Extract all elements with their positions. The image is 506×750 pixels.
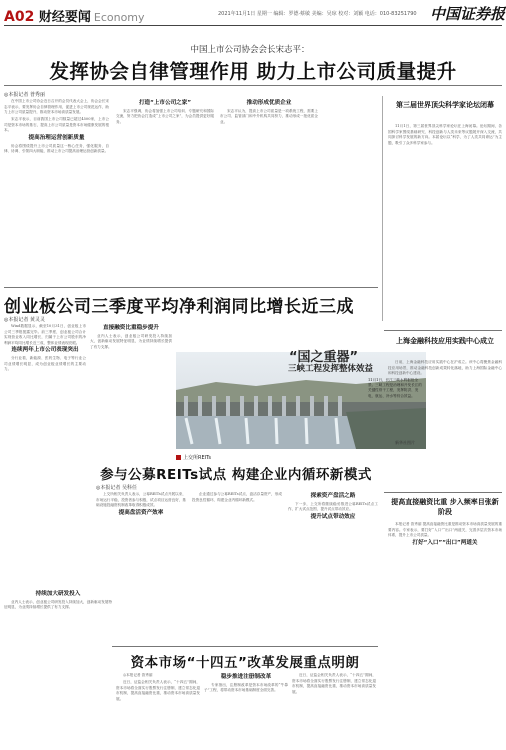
market-body-3: 业内人士表示，创业板公司研发投入持续加大，创新驱动发展特征明显，为业绩持续增长提供了有力支撑。 [90, 333, 172, 349]
tag-square-icon [176, 455, 181, 460]
side2-body [388, 360, 502, 420]
side3-title: 提高直接融资比重 步入频率目张新阶段 [391, 498, 499, 516]
side-divider [382, 96, 383, 321]
lead-body-2: 宋志平表示，目前我国上市公司数量已超过4500家，上市公司是资本市场的基石，提高上市公司质量是资本市场健康发展的根本。 [4, 117, 109, 133]
side3-body [388, 522, 502, 722]
lead-body-4: 宋志平强调，协会将加强上市公司培训、专题研究和国际交流，努力把协会打造成“上市公司之家”，为会员提供更好服务。 [116, 108, 214, 124]
lead-kicker: 中国上市公司协会会长宋志平： [190, 45, 310, 55]
date-line: 2021年11月1日 星期一 编辑：罗德·蔡敏 美编：吴琼 校对：刘颖 电话：010-83251790 [218, 11, 417, 17]
section-name: 财经要闻 [38, 10, 91, 25]
bottom-col-3 [292, 673, 376, 747]
bottom-body-2: 专家指出，注册制改革是资本市场改革的“牛鼻子”工程，将带动资本市场基础制度全面完善。 [204, 682, 288, 693]
lead-headline: 发挥协会自律管理作用 助力上市公司质量提升 [49, 60, 457, 83]
bottom-body-1: 近日，证监会相关负责人表示，“十四五”期间，资本市场将全面实行股票发行注册制，建立常态化退市机制，提高直接融资比重，推动资本市场高质量发展。 [116, 680, 200, 701]
reits-col-2 [192, 492, 282, 642]
reits-sub-1: 提高盘活资产效率 [118, 509, 164, 516]
side3-text: 本报记者 昝秀丽 提高直接融资比重是推动资本市场高质量发展的重要内容。专家表示，要打好“入口”“出口”两道关，完善多层次资本市场体系，提升上市公司质量。 [388, 522, 502, 538]
lead-body-3: 协会将围绕提升上市公司质量这一核心任务，强化服务、自律、协调、引领四大职能，推动上市公司提高治理运营创新质量。 [4, 143, 109, 154]
market-sub-1: 连续两年上市公司表现突出 [11, 347, 79, 354]
bottom-headline: 资本市场“十四五”改革发展重点明朗 [130, 655, 360, 671]
bottom-rule [112, 646, 378, 647]
photo-credit: 新华社图片 [395, 440, 415, 445]
photo-caption: 11月1日，长江三峡水利枢纽全景。三峡工程是治理和开发长江的关键性骨干工程，发挥防洪、发电、航运、补水等综合效益。 [368, 378, 422, 398]
market-body-2: 分行业看，新能源、医药生物、电子等行业公司业绩增长明显，成为创业板业绩增长的主要动力。 [4, 355, 86, 372]
newspaper-logo: 中国证券报 [430, 5, 506, 23]
side2-title: 上海金融科技应用实践中心成立 [396, 337, 494, 345]
section-name-en: Economy [93, 11, 145, 24]
lead-body-5: 宋志平认为，提高上市公司质量是一项系统工程，需要上市公司、监管部门和中介机构共同努力，推动形成一批优质企业。 [220, 108, 318, 124]
reits-byline: ◎本报记者 吴科任 [96, 485, 137, 491]
lead-byline: ◎本报记者 昝秀丽 [4, 92, 45, 98]
reits-tag [176, 454, 211, 461]
market-sub-3: 持续加大研发投入 [35, 591, 81, 597]
side2-rule [384, 330, 502, 331]
market-rule [4, 287, 378, 288]
market-col-1 [4, 324, 86, 580]
photo-subtitle: 三峡工程发挥整体效益 [288, 364, 374, 374]
reits-col-1 [96, 492, 186, 642]
reits-body-3: 下一步，上交所将继续稳妥推进公募REITs试点工作，扩大试点范围，提升试点带动效应。 [288, 501, 378, 512]
reits-tag-label: 上交所REITs [183, 455, 211, 461]
lead-col3-head: 推动形成优质企业 [246, 100, 292, 106]
masthead [0, 0, 506, 28]
side3-rule [384, 492, 502, 493]
page-number: A02 [4, 9, 35, 25]
bottom-body-1b: 近日，证监会相关负责人表示，“十四五”期间，资本市场将全面实行股票发行注册制，建立常态化退市机制，提高直接融资比重，推动资本市场高质量发展。 [292, 673, 376, 694]
page-label [4, 6, 145, 25]
reits-sub-3: 提升试点带动效应 [310, 513, 356, 520]
market-headline: 创业板公司三季度平均净利润同比增长近三成 [4, 297, 354, 317]
lead-rule [4, 85, 502, 86]
market-sub-2: 直接融资比重稳步提升 [103, 325, 159, 331]
side1-body [388, 124, 502, 320]
market-body-3b: 业内人士表示，创业板公司研发投入持续加大，创新驱动发展特征明显，为业绩持续增长提供了有力支撑。 [4, 599, 112, 610]
side1-text: 11月1日，第三届世界顶尖科学家论坛在上海闭幕。论坛期间，各国科学家围绕基础研究、科技创新与人类未来等议题展开深入交流，共同探讨科学发展的新方向。本届论坛以“科学，为了人类共同命运”为主题，吸引了众多科学家参与。 [388, 124, 502, 145]
reits-headline: 参与公募REITs试点 构建企业内循环新模式 [100, 467, 372, 483]
reits-body-2: 企业通过参与公募REITs试点，盘活存量资产，形成投资良性循环，构建企业内循环新模式。 [192, 492, 282, 502]
side2-text: 日前，上海金融科技应用实践中心在沪成立。该中心将聚焦金融科技应用场景，推动金融科技创新成果转化落地，助力上海国际金融中心和科技创新中心建设。 [388, 360, 502, 376]
photo-title: “国之重器” [289, 350, 359, 365]
side3-sub: 打好“入口”“出口”两道关 [412, 539, 478, 546]
bottom-col-1 [116, 673, 200, 747]
header-rule [4, 25, 502, 26]
bottom-col-2 [204, 673, 288, 747]
market-body-1: Wind数据显示，截至10月31日，创业板上市公司三季报披露完毕。前三季度，创业板公司合计实现营业收入同比增长，归属于上市公司股东的净利润平均同比增长近三成，整体业绩表现亮眼。 [4, 324, 86, 345]
lead-sub-2: 打造“上市公司之家” [138, 100, 192, 106]
reits-body-1: 上交所相关负责人表示，公募REITs试点开展以来，市场运行平稳，投资者参与积极，试点项目运营良好，基础设施投融资机制改革取得积极成效。 [96, 492, 186, 508]
market-byline: ◎本报记者 黄灵灵 [4, 317, 45, 323]
reits-sub-2: 探索资产盘活之路 [310, 493, 356, 499]
side1-title: 第三届世界顶尖科学家论坛闭幕 [396, 101, 494, 109]
reits-col-3 [288, 492, 378, 642]
lead-sub-1: 提高治理运营创新质量 [28, 135, 85, 142]
bottom-byline: ◎本报记者 昝秀丽 [123, 673, 153, 677]
bottom-sub-1: 稳步推进注册制改革 [220, 674, 272, 680]
lead-body-1: 在中国上市公司协会近日召开的会员代表大会上，协会会长宋志平表示，要发挥协会自律管理作用，促进上市公司规范运作，助力上市公司质量提升，推动资本市场高质量发展。 [4, 99, 109, 115]
